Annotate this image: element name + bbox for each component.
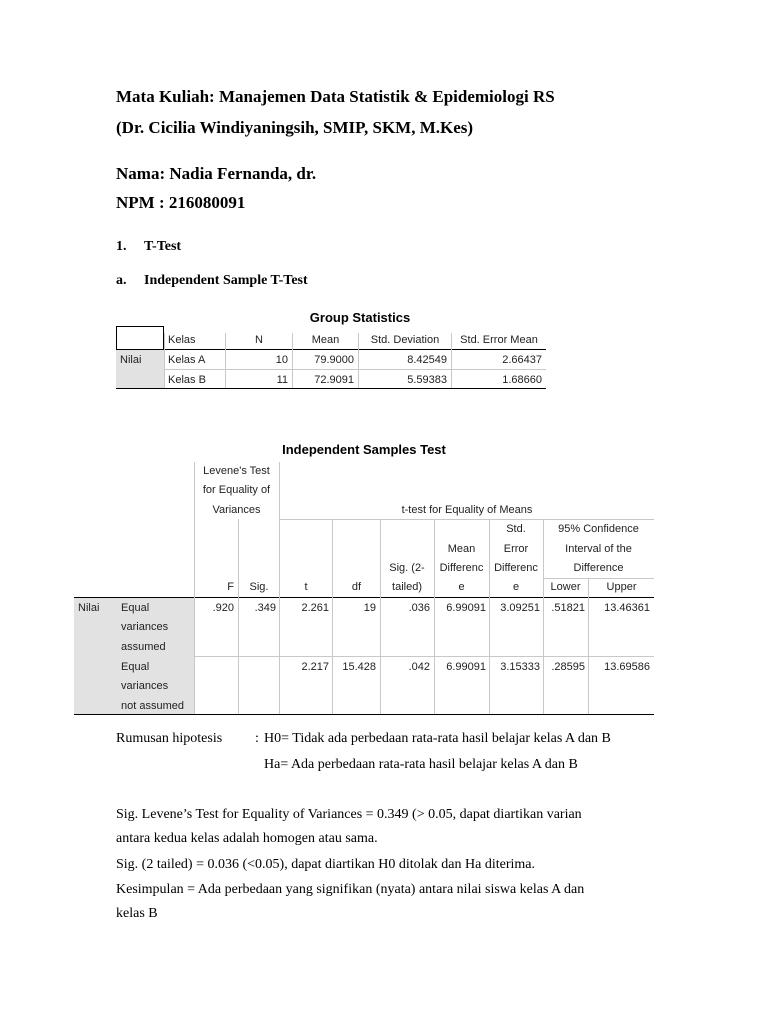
- cell-t: 2.261: [301, 602, 329, 614]
- cell-df: 15.428: [342, 661, 376, 673]
- row-divider: [194, 656, 654, 657]
- col-divider: [380, 519, 381, 714]
- row-label-shade: [74, 598, 194, 715]
- cell-sig-2-tailed: .036: [408, 602, 430, 614]
- cell-mean: 79.9000: [314, 354, 354, 366]
- conclusion-line1: Kesimpulan = Ada perbedaan yang signifikan (nyata) antara nilai siswa kelas A dan: [116, 882, 585, 897]
- section-a-number: a.: [116, 273, 127, 288]
- col-header-sig: Sig.: [249, 581, 269, 593]
- cell-std-deviation: 8.42549: [407, 354, 447, 366]
- cell-n: 11: [276, 374, 288, 386]
- ci-header-line3: Difference: [573, 562, 624, 574]
- cell-sig: .349: [254, 602, 276, 614]
- cell-std-error-difference: 3.15333: [500, 661, 540, 673]
- col-header-n: N: [255, 334, 263, 346]
- ci-header-line2: Interval of the: [565, 543, 632, 555]
- sig2-header-line1: Sig. (2-: [389, 562, 425, 574]
- col-header-kelas: Kelas: [168, 334, 196, 346]
- std-error-header-line1: Std.: [506, 523, 526, 535]
- row-label-line3: assumed: [121, 641, 166, 653]
- row-label-line2: variances: [121, 680, 169, 692]
- mean-diff-header-line2: Differenc: [439, 562, 484, 574]
- header-empty-box: [116, 326, 164, 350]
- levene-header-line1: Levene's Test: [203, 465, 270, 477]
- col-header-std-deviation: Std. Deviation: [370, 334, 440, 346]
- std-error-header-line4: e: [512, 581, 520, 593]
- lecturer-name: (Dr. Cicilia Windiyaningsih, SMIP, SKM, M.Kes): [116, 118, 474, 137]
- row-label-line1: Equal: [121, 602, 150, 614]
- header-rule: [74, 597, 654, 598]
- sig-2-tailed-interpretation: Sig. (2 tailed) = 0.036 (<0.05), dapat diartikan H0 ditolak dan Ha diterima.: [116, 857, 535, 872]
- row-label-line3: not assumed: [121, 700, 184, 712]
- std-error-header-line2: Error: [503, 543, 529, 555]
- course-title: Mata Kuliah: Manajemen Data Statistik & Epidemiologi RS: [116, 87, 555, 106]
- mean-diff-header-line3: e: [458, 581, 465, 593]
- section-1-label: T-Test: [144, 239, 182, 254]
- row-label-line2: variances: [121, 621, 169, 633]
- hypothesis-label: Rumusan hipotesis: [116, 731, 223, 746]
- student-npm: NPM : 216080091: [116, 193, 246, 212]
- ttest-header: t-test for Equality of Means: [401, 504, 533, 516]
- cell-n: 10: [275, 354, 288, 366]
- cell-sig-2-tailed: .042: [408, 661, 430, 673]
- col-header-mean: Mean: [311, 334, 340, 346]
- ci-header-line1: 95% Confidence: [558, 523, 639, 535]
- bottom-rule: [116, 388, 546, 389]
- cell-std-error-mean: 1.68660: [502, 374, 542, 386]
- levene-interpretation-line1: Sig. Levene’s Test for Equality of Variances = 0.349 (> 0.05, dapat diartikan varian: [116, 807, 582, 822]
- group-statistics-title: Group Statistics: [309, 310, 411, 325]
- cell-ci-lower: .51821: [551, 602, 585, 614]
- levene-header-line2: for Equality of: [202, 484, 271, 496]
- cell-mean-difference: 6.99091: [446, 661, 486, 673]
- cell-df: 19: [363, 602, 376, 614]
- independent-samples-test-title: Independent Samples Test: [282, 442, 446, 457]
- col-divider: [238, 519, 239, 714]
- col-divider: [588, 578, 589, 714]
- levene-interpretation-line2: antara kedua kelas adalah homogen atau sama.: [116, 831, 378, 846]
- header-rule: [116, 349, 546, 350]
- cell-ci-lower: .28595: [551, 661, 585, 673]
- cell-t: 2.217: [301, 661, 329, 673]
- section-1-number: 1.: [116, 239, 127, 254]
- section-a-label: Independent Sample T-Test: [144, 273, 308, 288]
- col-header-f: F: [227, 581, 234, 593]
- row-label-line1: Equal: [121, 661, 150, 673]
- student-name: Nama: Nadia Fernanda, dr.: [116, 164, 317, 183]
- cell-std-error-mean: 2.66437: [502, 354, 542, 366]
- cell-kelas: Kelas B: [168, 374, 206, 386]
- col-header-std-error-mean: Std. Error Mean: [460, 334, 538, 346]
- cell-ci-upper: 13.69586: [604, 661, 650, 673]
- cell-f: .920: [212, 602, 234, 614]
- cell-mean: 72.9091: [314, 374, 354, 386]
- conclusion-line2: kelas B: [116, 906, 158, 921]
- std-error-header-line3: Differenc: [494, 562, 538, 574]
- row-label-nilai: Nilai: [78, 602, 100, 614]
- row-label-nilai: Nilai: [120, 354, 142, 366]
- levene-header-line3: Variances: [212, 504, 261, 516]
- cell-std-error-difference: 3.09251: [500, 602, 540, 614]
- cell-ci-upper: 13.46361: [604, 602, 650, 614]
- col-divider: [332, 519, 333, 714]
- cell-std-deviation: 5.59383: [407, 374, 447, 386]
- ttest-header-rule: [279, 519, 654, 520]
- col-header-upper: Upper: [606, 581, 637, 593]
- hypothesis-colon: :: [255, 731, 259, 746]
- col-header-lower: Lower: [550, 581, 581, 593]
- hypothesis-h0: H0= Tidak ada perbedaan rata-rata hasil belajar kelas A dan B: [264, 731, 611, 746]
- hypothesis-ha: Ha= Ada perbedaan rata-rata hasil belajar kelas A dan B: [264, 757, 578, 772]
- bottom-rule: [74, 714, 654, 715]
- col-divider: [164, 333, 165, 388]
- ci-header-rule: [543, 578, 654, 579]
- row-divider: [164, 369, 546, 370]
- sig2-header-line2: tailed): [392, 581, 422, 593]
- cell-kelas: Kelas A: [168, 354, 206, 366]
- cell-mean-difference: 6.99091: [446, 602, 486, 614]
- col-header-t: t: [304, 581, 308, 593]
- col-header-df: df: [351, 581, 362, 593]
- mean-diff-header-line1: Mean: [447, 543, 476, 555]
